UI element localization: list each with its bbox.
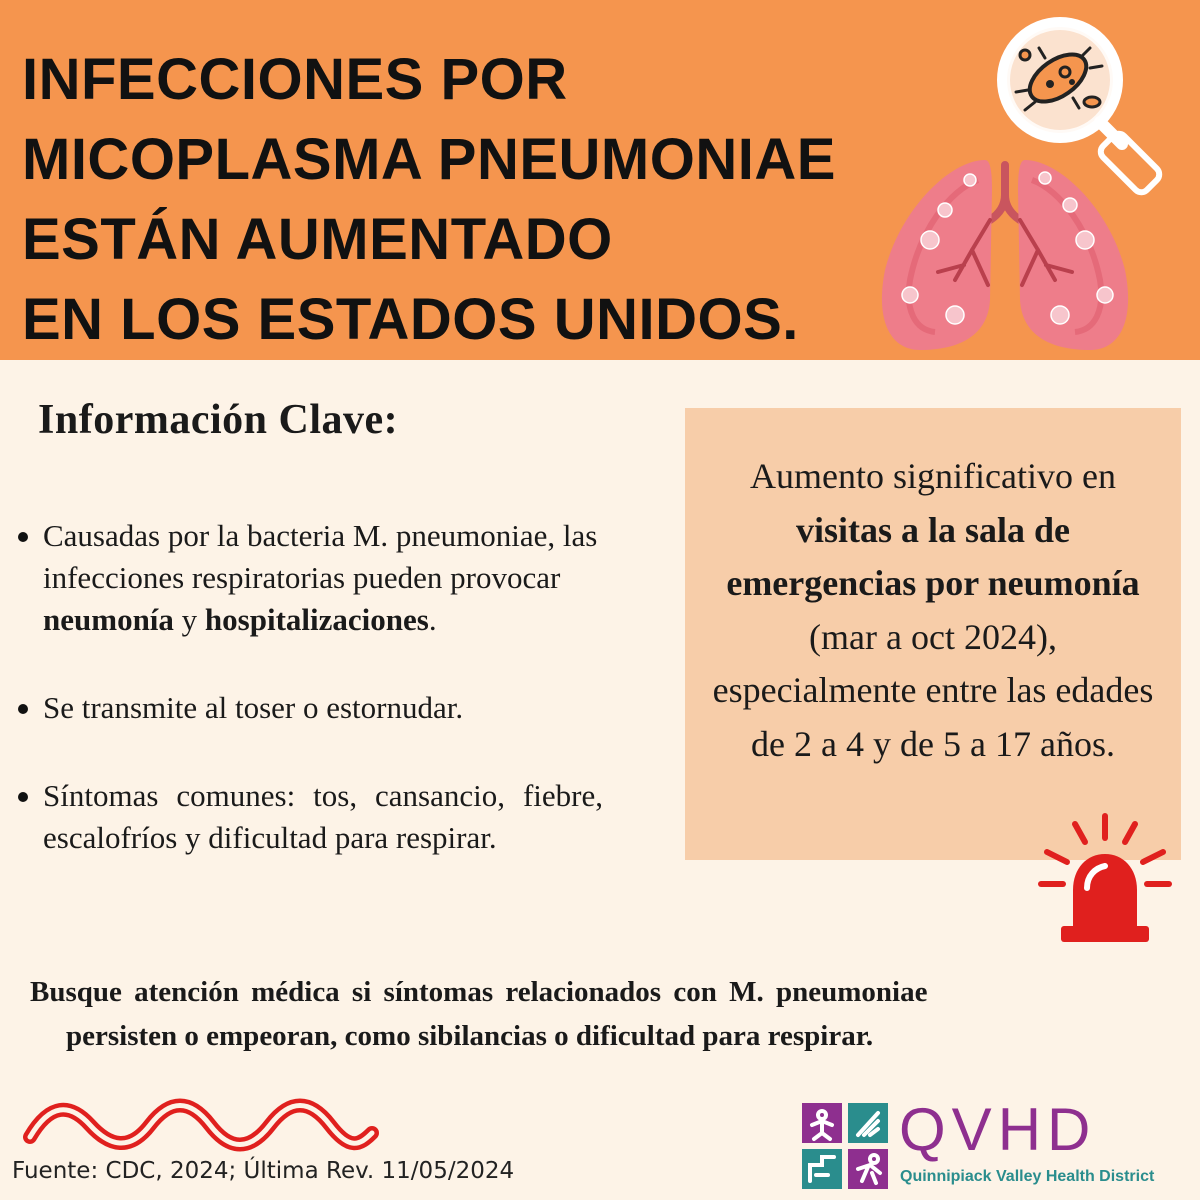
logo-full-name: Quinnipiack Valley Health District	[900, 1168, 1155, 1185]
bullet1-connector: y	[173, 602, 205, 637]
list-item: Se transmite al toser o estornudar.	[18, 687, 678, 729]
list-item: Síntomas comunes: tos, cansancio, fiebre, escalofríos y dificultad para respirar.	[18, 775, 603, 859]
title-line-2: MICOPLASMA PNEUMONIAE	[22, 127, 836, 192]
key-info-heading: Información Clave:	[38, 397, 399, 443]
callout-pre: Aumento significativo en	[750, 456, 1116, 496]
callout-bold: visitas a la sala de emergencias por neumonía	[726, 509, 1140, 604]
title-line-4: EN LOS ESTADOS UNIDOS.	[22, 287, 799, 352]
advice-text	[30, 970, 1175, 1058]
key-info-list	[18, 515, 678, 905]
advice-line-1: Busque atención médica si síntomas relacionados con M. pneumoniae	[30, 976, 928, 1008]
lungs-magnifier-bacteria-icon	[860, 10, 1190, 355]
siren-icon	[1035, 808, 1175, 948]
title-line-1: INFECCIONES POR	[22, 47, 568, 112]
callout-text	[709, 450, 1157, 772]
page-title	[22, 40, 862, 360]
list-item	[18, 515, 678, 641]
source-citation: Fuente: CDC, 2024; Última Rev. 11/05/2024	[12, 1158, 515, 1184]
bullet1-bold-neumonia: neumonía	[43, 602, 174, 637]
qvhd-logo-mark-icon	[802, 1103, 889, 1190]
bullet1-text: Causadas por la bacteria M. pneumoniae, las infecciones respiratorias pueden provocar	[43, 518, 598, 595]
callout-box	[685, 408, 1181, 860]
callout-post: (mar a oct 2024), especialmente entre las edades de 2 a 4 y de 5 a 17 años.	[712, 616, 1154, 764]
advice-line-2: persisten o empeoran, como sibilancias o dificultad para respirar.	[66, 1020, 874, 1052]
logo-abbreviation: QVHD	[899, 1096, 1097, 1163]
wave-icon	[20, 1095, 382, 1155]
qvhd-logo	[800, 1098, 1190, 1193]
header-banner	[0, 0, 1200, 360]
bullet1-period: .	[428, 602, 437, 637]
bullet1-bold-hospitalizaciones: hospitalizaciones	[204, 602, 429, 637]
title-line-3: ESTÁN AUMENTADO	[22, 207, 613, 272]
